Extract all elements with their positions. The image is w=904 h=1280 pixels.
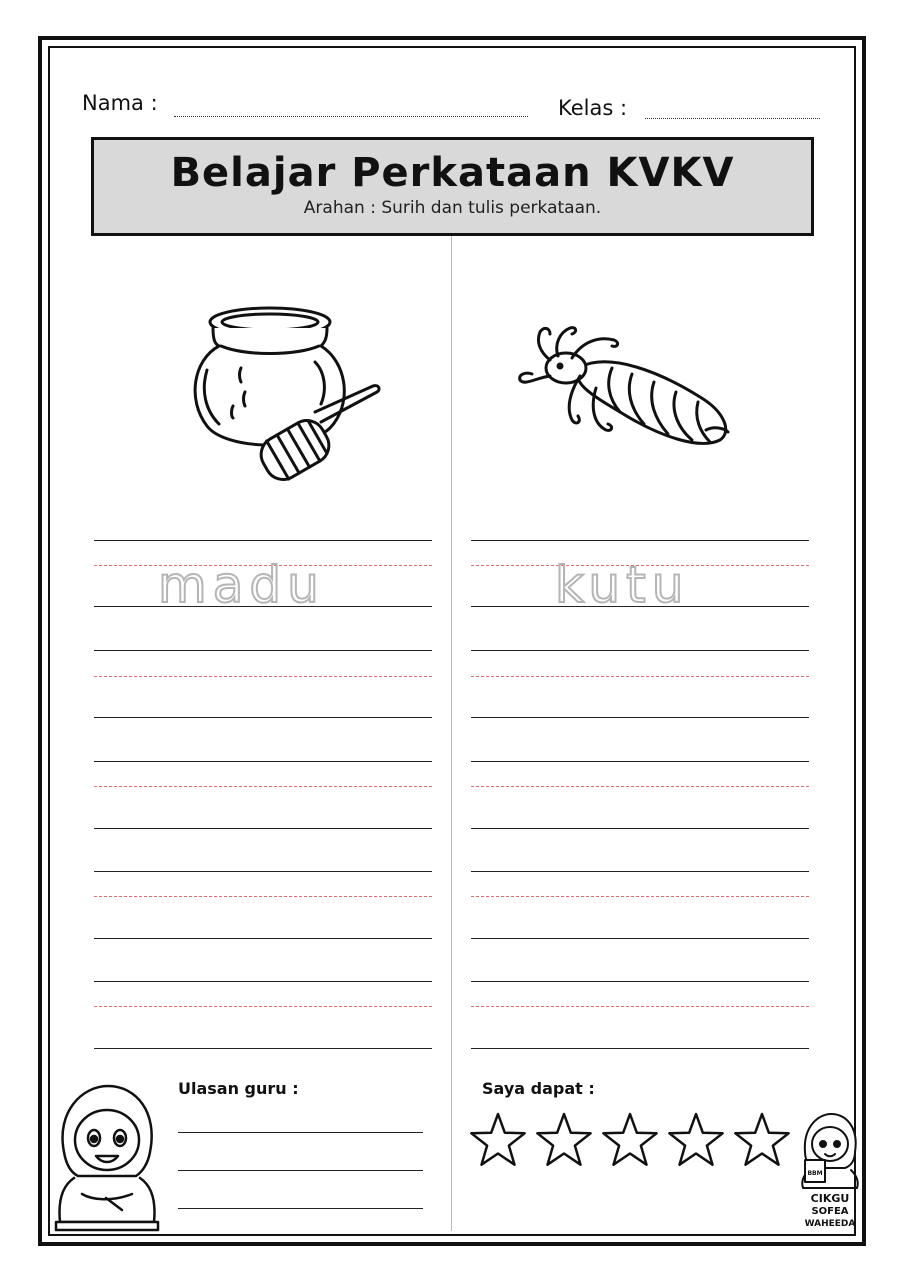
- writing-guide-line: [471, 786, 809, 787]
- writing-guide-line: [94, 676, 432, 677]
- honey-pot-icon: [185, 300, 385, 495]
- rating-star-4[interactable]: [669, 1114, 722, 1165]
- brand-line-3: WAHEEDA: [804, 1219, 856, 1229]
- writing-guide-line: [471, 896, 809, 897]
- writing-guide-line: [94, 896, 432, 897]
- writing-line: [94, 938, 432, 939]
- kelas-field[interactable]: [645, 118, 820, 119]
- louse-icon: [510, 312, 740, 457]
- writing-line: [471, 871, 809, 872]
- writing-line: [94, 540, 432, 541]
- rating-stars[interactable]: [468, 1112, 798, 1172]
- writing-guide-line: [471, 1006, 809, 1007]
- writing-line: [471, 761, 809, 762]
- rating-star-3[interactable]: [603, 1114, 656, 1165]
- writing-line: [94, 761, 432, 762]
- trace-word-kutu: kutu: [555, 556, 690, 614]
- writing-guide-line: [471, 676, 809, 677]
- brand-line-1: CIKGU: [810, 1192, 850, 1205]
- kelas-label: Kelas :: [558, 96, 628, 120]
- writing-line: [94, 871, 432, 872]
- teacher-comment-line[interactable]: [178, 1170, 423, 1171]
- worksheet-instruction: Arahan : Surih dan tulis perkataan.: [303, 198, 602, 218]
- writing-line: [471, 981, 809, 982]
- writing-line: [471, 717, 809, 718]
- brand-line-2: SOFEA: [811, 1206, 849, 1217]
- writing-line: [94, 1048, 432, 1049]
- writing-line: [94, 717, 432, 718]
- writing-guide-line: [94, 1006, 432, 1007]
- rating-star-1[interactable]: [471, 1114, 524, 1165]
- column-divider: [451, 236, 452, 1231]
- girl-character-icon: [52, 1082, 162, 1232]
- brand-character-icon: [795, 1112, 865, 1232]
- worksheet-title: Belajar Perkataan KVKV: [170, 150, 735, 196]
- writing-line: [94, 981, 432, 982]
- title-box: [91, 137, 814, 236]
- writing-line: [471, 828, 809, 829]
- book-label: BBM: [807, 1170, 823, 1177]
- writing-line: [94, 650, 432, 651]
- writing-guide-line: [94, 786, 432, 787]
- writing-line: [471, 938, 809, 939]
- writing-line: [94, 828, 432, 829]
- rating-label: Saya dapat :: [482, 1079, 595, 1098]
- rating-star-2[interactable]: [537, 1114, 590, 1165]
- nama-label: Nama :: [82, 91, 158, 115]
- teacher-comment-line[interactable]: [178, 1132, 423, 1133]
- rating-star-5[interactable]: [735, 1114, 788, 1165]
- nama-field[interactable]: [174, 116, 528, 117]
- teacher-comment-label: Ulasan guru :: [178, 1079, 299, 1098]
- trace-word-madu: madu: [158, 556, 325, 614]
- writing-line: [471, 1048, 809, 1049]
- writing-line: [471, 540, 809, 541]
- teacher-comment-line[interactable]: [178, 1208, 423, 1209]
- writing-line: [471, 650, 809, 651]
